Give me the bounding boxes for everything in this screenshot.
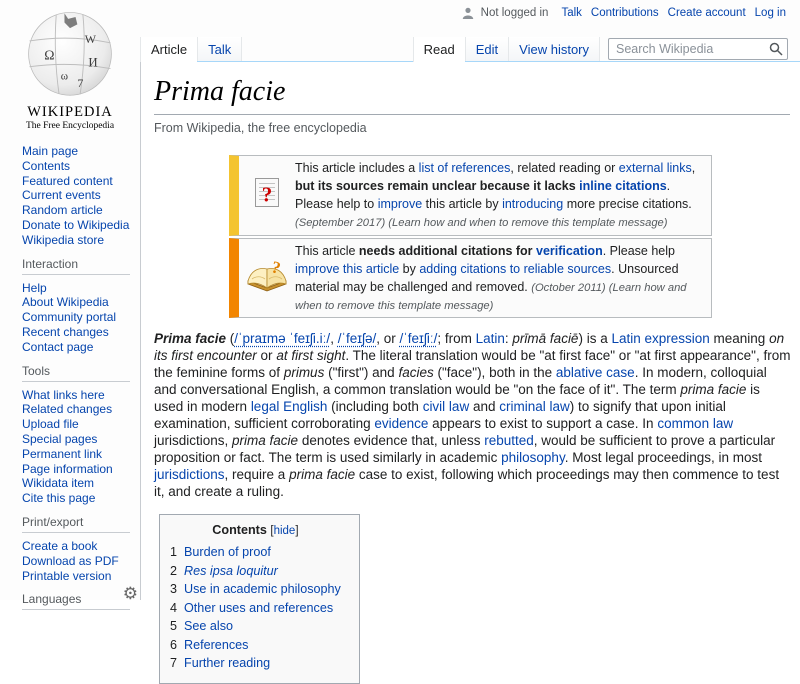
toc-item: 4 Other uses and references xyxy=(170,600,334,615)
inline-link[interactable]: inline citations xyxy=(579,179,667,194)
wikipedia-wordmark: WIKIPEDIA xyxy=(27,104,113,120)
namespace-tabs xyxy=(140,37,242,61)
tab-talk[interactable]: Talk xyxy=(197,37,242,61)
toc-item: 3 Use in academic philosophy xyxy=(170,582,341,597)
text-run: , related reading or xyxy=(510,161,619,175)
toc-link-use-in-academic-philosophy[interactable]: Use in academic philosophy xyxy=(184,582,341,597)
inline-link[interactable]: adding citations to reliable sources xyxy=(419,261,612,276)
text-run: at first sight xyxy=(276,348,346,364)
inline-link[interactable]: /ˈpraɪmə ˈfeɪʃi.iː/ xyxy=(234,331,331,347)
text-run: primus xyxy=(283,365,325,381)
search-input[interactable] xyxy=(608,38,788,60)
text-run: . The literal translation would be "at first face" or "at first appearance", from the feminine forms of xyxy=(154,348,791,381)
maintenance-banner xyxy=(229,155,712,236)
settings-gear-icon[interactable]: ⚙ xyxy=(122,584,138,604)
inline-link[interactable]: /ˈfeɪʃiː/ xyxy=(399,331,438,347)
svg-text:ω: ω xyxy=(60,70,69,83)
text-run: ; from xyxy=(437,331,476,347)
text-run: ) is a xyxy=(578,331,612,347)
toc-title-row xyxy=(170,523,341,537)
table-of-contents xyxy=(159,514,360,684)
wikipedia-globe-icon xyxy=(24,6,116,98)
sidebar-item-create-a-book[interactable]: Create a book xyxy=(22,538,98,553)
text-run: , would be sufficient to prove a particular proposition or fact. The term is used similarly in academic xyxy=(154,433,776,466)
text-run: : xyxy=(504,331,513,347)
sidebar-item-printable-version[interactable]: Printable version xyxy=(22,568,112,583)
page-title: Prima facie xyxy=(154,76,790,115)
text-run: case to exist, following which proceedings may then commence to test it, and create a ruling. xyxy=(154,467,780,500)
text-run: This article xyxy=(295,243,359,258)
sidebar-item-what-links-here[interactable]: What links here xyxy=(22,387,105,402)
banner-text xyxy=(295,159,703,232)
user-icon xyxy=(462,7,474,19)
text-run: This article includes a xyxy=(295,161,419,175)
text-run: . Please help xyxy=(602,243,675,258)
text-run: , xyxy=(330,331,338,347)
personal-bar xyxy=(462,7,786,19)
inline-link[interactable]: Latin xyxy=(475,331,505,347)
text-run: prima facie xyxy=(232,433,299,449)
inline-link[interactable]: improve this article xyxy=(295,261,400,276)
text-run: needs additional citations for xyxy=(358,243,537,258)
text-run: more precise citations. xyxy=(563,197,692,212)
sidebar-item-help[interactable]: Help xyxy=(22,280,47,295)
toc-list xyxy=(170,543,341,673)
sidebar-item-main-page[interactable]: Main page xyxy=(22,144,79,158)
inline-link[interactable]: list of references xyxy=(418,161,511,175)
text-run: . Unsourced material may be challenged and removed. xyxy=(295,261,679,294)
toc-link-burden-of-proof[interactable]: Burden of proof xyxy=(184,545,271,560)
sidebar-section-header-tools: Tools xyxy=(22,365,130,382)
article-content xyxy=(140,62,800,671)
text-run: prīmā faciē xyxy=(512,331,579,347)
text-run: Prima facie xyxy=(154,331,227,347)
text-run: . Please help to xyxy=(295,179,671,212)
text-run: , xyxy=(691,161,696,175)
sidebar-item-download-as-pdf[interactable]: Download as PDF xyxy=(22,553,119,568)
toc-link-res-ipsa-loquitur[interactable]: Res ipsa loquitur xyxy=(184,563,278,578)
document-question-icon xyxy=(254,177,280,213)
sidebar-section-header-languages: Languages ⚙ xyxy=(22,593,130,610)
personal-link-contributions[interactable]: Contributions xyxy=(590,7,659,19)
sidebar-nav xyxy=(22,144,138,616)
personal-link-create-account[interactable]: Create account xyxy=(667,7,746,19)
text-run: (September 2017) xyxy=(295,217,386,230)
inline-link[interactable]: external links xyxy=(618,161,692,175)
svg-text:?: ? xyxy=(261,182,273,207)
not-logged-in-label: Not logged in xyxy=(480,7,549,19)
text-run: but its sources remain unclear because it lacks xyxy=(295,179,580,194)
sidebar-item-special-pages[interactable]: Special pages xyxy=(22,431,98,446)
text-run: . Most legal proceedings, in most xyxy=(564,450,763,466)
toc-link-references[interactable]: References xyxy=(184,637,249,652)
text-run: appears to exist to support a case. In xyxy=(428,416,658,432)
text-run: , require a xyxy=(224,467,290,483)
inline-link[interactable]: (Learn how and when to remove this template message) xyxy=(388,217,668,230)
maintenance-banner xyxy=(229,238,712,319)
tab-edit[interactable]: Edit xyxy=(465,37,508,61)
sidebar-item-page-information[interactable]: Page information xyxy=(22,461,113,476)
tab-read[interactable]: Read xyxy=(413,37,465,63)
tab-view-history[interactable]: View history xyxy=(508,37,600,61)
personal-link-log-in[interactable]: Log in xyxy=(754,7,786,19)
text-run: ("face"), both in the xyxy=(433,365,556,381)
sidebar-section-header-print-export: Print/export xyxy=(22,516,130,533)
inline-link[interactable]: Latin expression xyxy=(611,331,710,347)
text-run: jurisdictions, xyxy=(154,433,233,449)
text-run: . In modern, colloquial and conversational English, a common translation would be "on the face of it". The term xyxy=(154,365,767,398)
sidebar-item-random-article[interactable]: Random article xyxy=(22,203,103,218)
sidebar-item-community-portal[interactable]: Community portal xyxy=(22,310,117,325)
inline-link[interactable]: philosophy xyxy=(501,450,565,466)
text-run: is used in modern xyxy=(154,382,760,415)
text-run: prima facie xyxy=(680,382,747,398)
sidebar-item-featured-content[interactable]: Featured content xyxy=(22,173,113,188)
toc-title: Contents xyxy=(212,523,267,538)
toc-hide-link[interactable]: hide xyxy=(273,525,296,538)
sidebar-item-wikidata-item[interactable]: Wikidata item xyxy=(22,476,95,491)
toc-item: 5 See also xyxy=(170,619,234,634)
toc-link-further-reading[interactable]: Further reading xyxy=(184,656,271,671)
toc-hide-toggle[interactable]: [hide] xyxy=(270,525,299,538)
svg-text:W: W xyxy=(84,31,97,46)
text-run: or xyxy=(256,348,277,364)
wikipedia-logo[interactable] xyxy=(0,6,140,131)
toc-item: 2 Res ipsa loquitur xyxy=(170,563,278,578)
lead-paragraph xyxy=(154,330,791,500)
maintenance-banners xyxy=(229,155,712,318)
inline-link[interactable]: jurisdictions xyxy=(154,467,225,483)
site-subtitle: From Wikipedia, the free encyclopedia xyxy=(154,121,367,135)
tab-spacer xyxy=(242,37,412,61)
search-box xyxy=(608,38,788,60)
toc-link-other-uses-and-references[interactable]: Other uses and references xyxy=(184,600,334,615)
toc-item: 1 Burden of proof xyxy=(170,545,271,560)
sidebar-item-wikipedia-store[interactable]: Wikipedia store xyxy=(22,232,105,247)
sidebar-item-about-wikipedia[interactable]: About Wikipedia xyxy=(22,295,109,310)
wikipedia-tagline: The Free Encyclopedia xyxy=(25,121,115,131)
toc-link-see-also[interactable]: See also xyxy=(184,619,234,634)
text-run: on its first encounter xyxy=(154,331,785,364)
text-run: , or xyxy=(376,331,400,347)
sidebar xyxy=(0,0,140,607)
sidebar-item-contents[interactable]: Contents xyxy=(22,158,71,173)
tab-article[interactable]: Article xyxy=(140,37,197,63)
svg-text:?: ? xyxy=(269,257,283,279)
inline-link[interactable]: verification xyxy=(536,243,603,258)
sidebar-item-current-events[interactable]: Current events xyxy=(22,188,101,203)
text-run: prima facie xyxy=(289,467,356,483)
sidebar-item-permanent-link[interactable]: Permanent link xyxy=(22,446,103,461)
text-run: ( xyxy=(226,331,235,347)
text-run: ("first") and xyxy=(324,365,399,381)
svg-text:И: И xyxy=(88,55,98,70)
inline-link[interactable]: rebutted xyxy=(484,433,534,449)
sidebar-item-upload-file[interactable]: Upload file xyxy=(22,417,79,432)
sidebar-item-related-changes[interactable]: Related changes xyxy=(22,402,113,417)
banner-text xyxy=(295,242,703,315)
sidebar-item-contact-page[interactable]: Contact page xyxy=(22,339,94,354)
toc-item: 6 References xyxy=(170,637,249,652)
view-tabs xyxy=(413,37,600,61)
sidebar-section-header-interaction: Interaction xyxy=(22,258,130,275)
header-tab-bar xyxy=(140,37,800,62)
inline-link[interactable]: evidence xyxy=(374,416,429,432)
text-run: facies xyxy=(398,365,434,381)
text-run: this article by xyxy=(422,197,503,212)
text-run: and xyxy=(469,399,500,415)
text-run: ) to signify that upon initial examination, sufficient corroborating xyxy=(154,399,726,432)
search-icon[interactable] xyxy=(769,42,783,56)
sidebar-item-donate-to-wikipedia[interactable]: Donate to Wikipedia xyxy=(22,217,130,232)
inline-link[interactable]: (Learn how and when to remove this template message) xyxy=(295,281,687,313)
toc-item: 7 Further reading xyxy=(170,656,271,671)
inline-link[interactable]: common law xyxy=(657,416,734,432)
svg-text:7: 7 xyxy=(77,75,84,90)
inline-link[interactable]: improve xyxy=(377,197,423,212)
inline-link[interactable]: criminal law xyxy=(499,399,570,415)
inline-link[interactable]: /ˈfeɪʃə/ xyxy=(337,331,377,347)
personal-links xyxy=(552,7,786,19)
inline-link[interactable]: civil law xyxy=(422,399,470,415)
inline-link[interactable]: ablative case xyxy=(555,365,635,381)
sidebar-item-recent-changes[interactable]: Recent changes xyxy=(22,324,109,339)
svg-text:Ω: Ω xyxy=(44,47,55,63)
inline-link[interactable]: legal English xyxy=(250,399,328,415)
inline-link[interactable]: introducing xyxy=(502,197,564,212)
text-run: (October 2011) xyxy=(531,281,606,294)
open-book-question-icon xyxy=(245,258,289,297)
personal-link-talk[interactable]: Talk xyxy=(561,7,582,19)
text-run: denotes evidence that, unless xyxy=(298,433,485,449)
text-run: meaning xyxy=(709,331,770,347)
sidebar-item-cite-this-page[interactable]: Cite this page xyxy=(22,491,96,506)
text-run: (including both xyxy=(327,399,423,415)
text-run: by xyxy=(399,261,420,276)
